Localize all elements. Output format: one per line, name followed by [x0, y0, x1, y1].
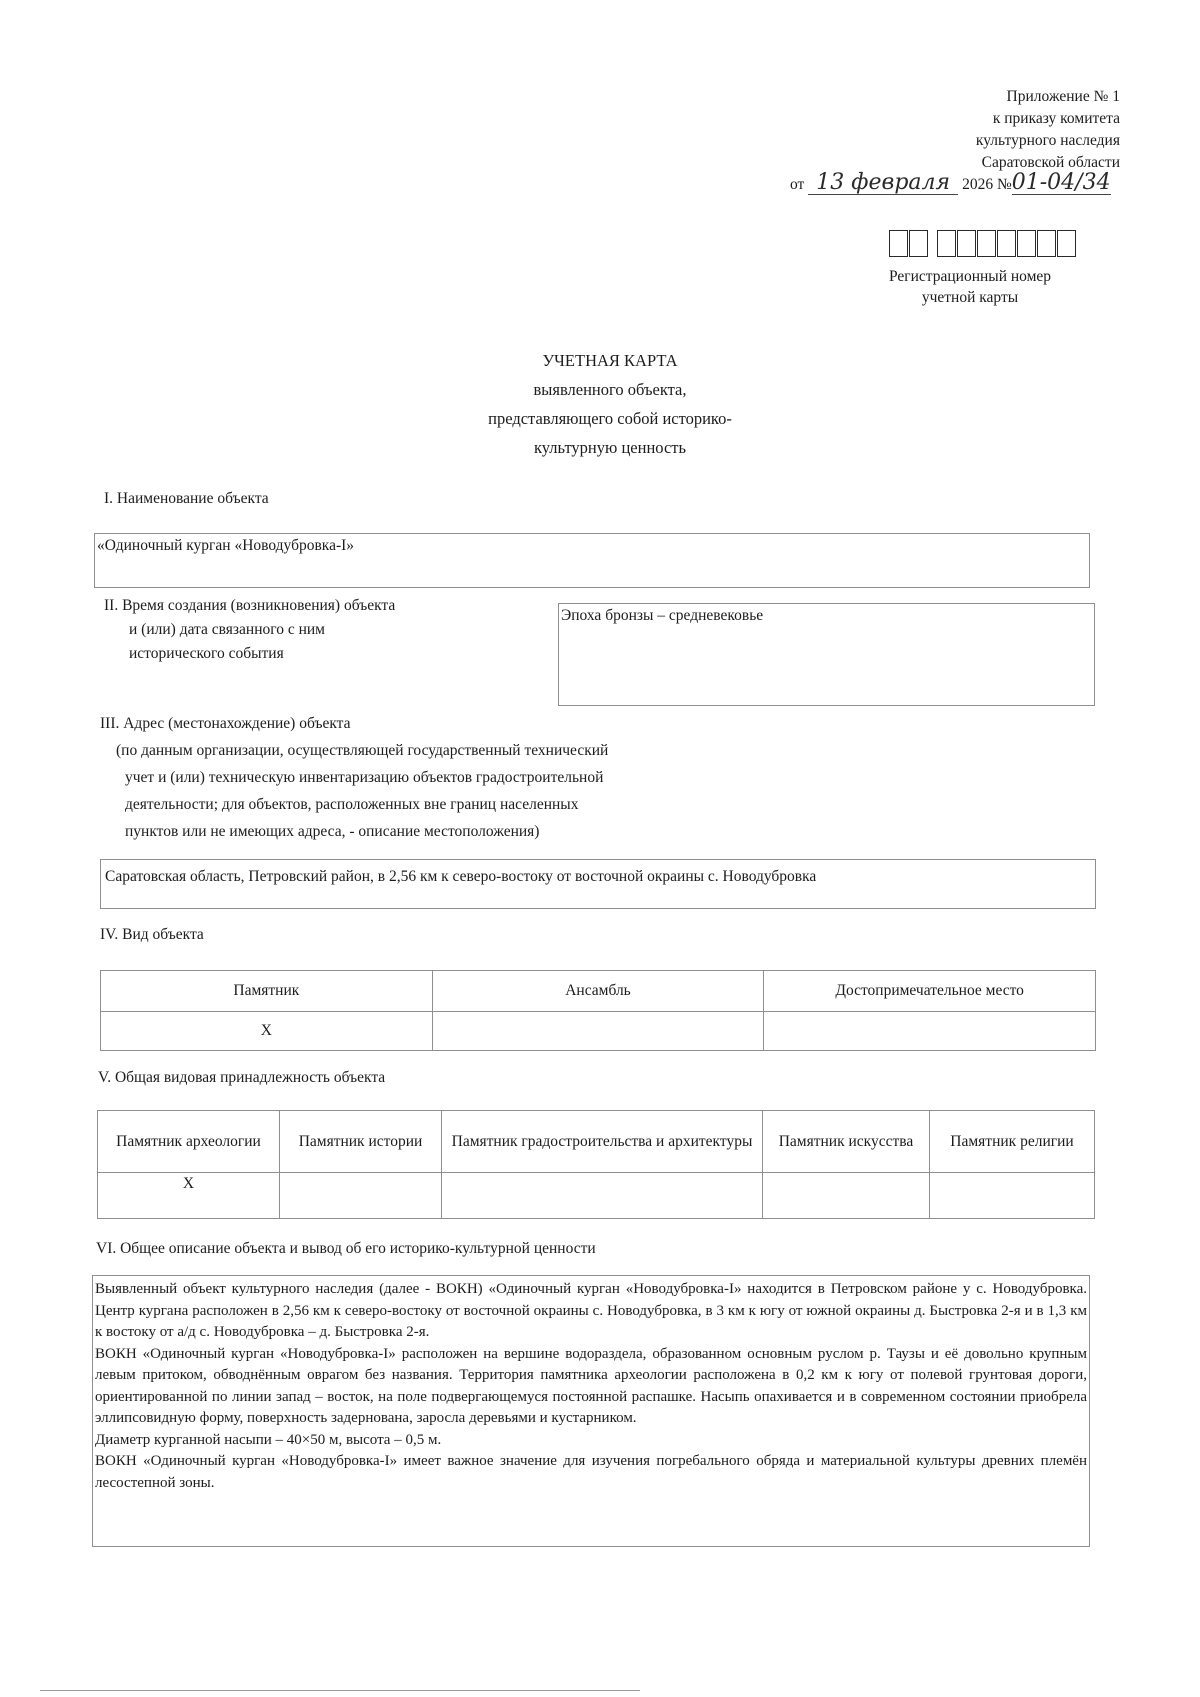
title-line-2: выявленного объекта, — [533, 380, 687, 399]
table-cell-mark — [442, 1173, 763, 1219]
registration-label — [870, 266, 1070, 308]
table-cell-mark: X — [98, 1173, 280, 1219]
address-value: Саратовская область, Петровский район, в 2,56 км к северо-востоку от восточной окраины с. Новодубровка — [105, 868, 817, 885]
section-4-heading: IV. Вид объекта — [100, 926, 204, 943]
reg-box — [937, 230, 956, 257]
table-cell-mark: X — [101, 1012, 433, 1051]
section-2-label-line-3: исторического события — [129, 645, 284, 662]
section-1-heading: I. Наименование объекта — [104, 490, 269, 507]
table-header-cell: Памятник искусства — [763, 1111, 930, 1173]
description-paragraph: Диаметр курганной насыпи – 40×50 м, высота – 0,5 м. — [95, 1431, 442, 1448]
appendix-line-4: Саратовской области — [981, 154, 1120, 171]
document-title — [380, 346, 840, 462]
title-line-4: культурную ценность — [534, 438, 686, 457]
table-row — [98, 1173, 1095, 1219]
appendix-line-3: культурного наследия — [975, 132, 1120, 149]
section-2-label-line-1: II. Время создания (возникновения) объекта — [104, 597, 396, 614]
description-paragraph: ВОКН «Одиночный курган «Новодубровка-I» расположен на вершине водораздела, образованном основным руслом р. Таузы и её довольно крупным левым притоком, обводнённым оврагом без названия. Территория памятника археологии расположена в 0,2 км к югу от полевой грунтовая дороги, ориентированной по линии запад – восток, на поле подвергающемуся постоянной распашке. Насыпь опахивается и в современном состоянии приобрела эллипсовидную форму, поверхность задернована, заросла деревьями и кустарником. — [95, 1345, 1087, 1426]
reg-box — [1037, 230, 1056, 257]
section-3-note-line-3: деятельности; для объектов, расположенных вне границ населенных — [125, 796, 579, 813]
object-category-table — [97, 1110, 1095, 1219]
object-type-table — [100, 970, 1096, 1051]
registration-label-line-1: Регистрационный номер — [888, 268, 1052, 285]
section-2-label-line-2: и (или) дата связанного с ним — [129, 621, 325, 638]
handwritten-date: 13 февраля — [808, 172, 958, 195]
table-cell-mark — [432, 1012, 764, 1051]
address-field — [100, 859, 1096, 909]
creation-time-field — [558, 603, 1095, 706]
section-3-note-line-2: учет и (или) техническую инвентаризацию объектов градостроительной — [125, 769, 604, 786]
table-cell-mark — [280, 1173, 442, 1219]
reg-box — [1017, 230, 1036, 257]
table-cell-mark — [764, 1012, 1096, 1051]
reg-box — [909, 230, 928, 257]
reg-box — [977, 230, 996, 257]
reg-box — [889, 230, 908, 257]
object-name-value: «Одиночный курган «Новодубровка-I» — [97, 537, 355, 554]
section-3-note-line-1: (по данным организации, осуществляющей государственный технический — [116, 742, 609, 759]
section-2-label — [104, 594, 395, 666]
section-3-label — [100, 710, 608, 845]
table-header-cell: Памятник религии — [930, 1111, 1095, 1173]
order-year: 2026 № — [962, 176, 1012, 193]
registration-number-boxes — [889, 230, 1077, 262]
table-header-cell: Ансамбль — [432, 971, 764, 1012]
appendix-line-2: к приказу комитета — [992, 110, 1120, 127]
table-cell-mark — [763, 1173, 930, 1219]
table-header-row — [98, 1111, 1095, 1173]
description-paragraph: ВОКН «Одиночный курган «Новодубровка-I» имеет важное значение для изучения погребального обряда и материальной культуры древних племён лесостепной зоны. — [95, 1453, 1087, 1491]
section-6-heading: VI. Общее описание объекта и вывод об его историко-культурной ценности — [96, 1240, 596, 1257]
date-prefix: от — [790, 176, 805, 193]
reg-box — [1057, 230, 1076, 257]
table-header-cell: Достопримечательное место — [764, 971, 1096, 1012]
table-row — [101, 1012, 1096, 1051]
section-3-note-line-4: пунктов или не имеющих адреса, - описание местоположения) — [125, 823, 540, 840]
creation-time-value: Эпоха бронзы – средневековье — [561, 607, 764, 624]
description-field — [92, 1275, 1090, 1547]
description-paragraph: Выявленный объект культурного наследия (далее - ВОКН) «Одиночный курган «Новодубровка-I» находится в Петровском районе у с. Новодубровка. Центр кургана расположен в 2,56 км к северо-востоку от восточной окраины с. Новодубровка, в 3 км к югу от южной окраины д. Быстровка 2-я и в 1,3 км к востоку от а/д с. Новодубровка – д. Быстровка 2-я. — [95, 1281, 1087, 1340]
section-3-heading: III. Адрес (местонахождение) объекта — [100, 715, 351, 732]
table-header-cell: Памятник истории — [280, 1111, 442, 1173]
handwritten-order-number: 01-04/34 — [1011, 170, 1111, 195]
scan-edge-line — [40, 1690, 640, 1691]
table-cell-mark — [930, 1173, 1095, 1219]
object-name-field — [94, 533, 1090, 588]
appendix-line-1: Приложение № 1 — [1006, 88, 1120, 105]
order-date-line — [790, 172, 1140, 195]
registration-label-line-2: учетной карты — [921, 289, 1019, 306]
title-line-3: представляющего собой историко- — [488, 409, 732, 428]
reg-box — [997, 230, 1016, 257]
table-header-row — [101, 971, 1096, 1012]
section-5-heading: V. Общая видовая принадлежность объекта — [98, 1069, 386, 1086]
table-header-cell: Памятник — [101, 971, 433, 1012]
title-line-1: УЧЕТНАЯ КАРТА — [542, 351, 678, 370]
table-header-cell: Памятник градостроительства и архитектуры — [442, 1111, 763, 1173]
appendix-block — [880, 86, 1120, 174]
table-header-cell: Памятник археологии — [98, 1111, 280, 1173]
reg-box — [957, 230, 976, 257]
